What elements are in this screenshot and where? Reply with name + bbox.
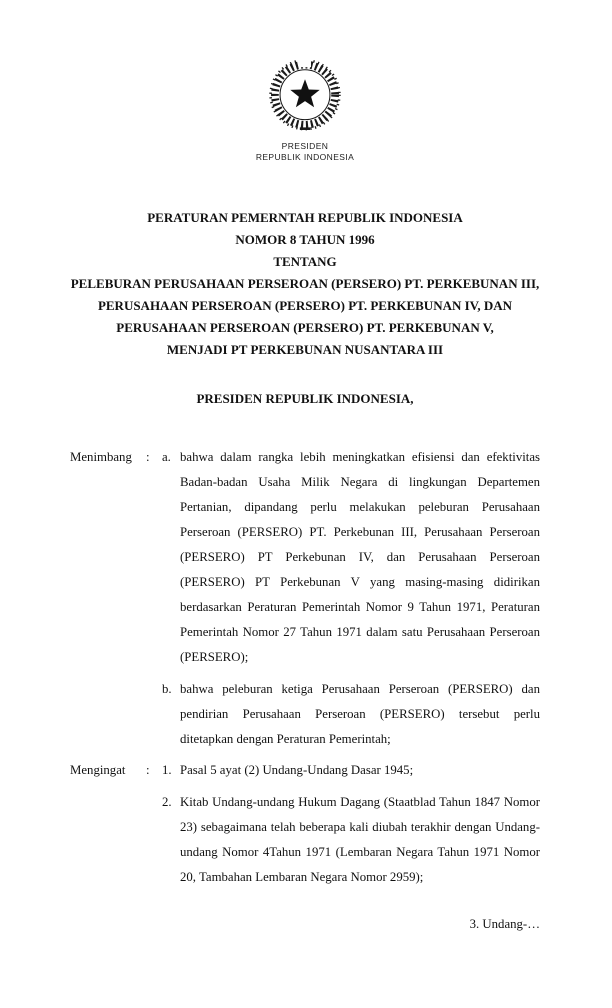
- emblem-caption-republik: REPUBLIK INDONESIA: [255, 152, 355, 162]
- clause-colon: :: [146, 450, 150, 464]
- item-marker: a.: [162, 450, 171, 464]
- presidential-emblem-icon: [261, 50, 349, 141]
- title-line-6: PERUSAHAAN PERSEROAN (PERSERO) PT. PERKEBUNAN V,: [116, 320, 494, 335]
- emblem-block: [70, 50, 540, 163]
- clause-mengingat: [70, 758, 540, 890]
- page-catchword: 3. Undang-…: [469, 917, 540, 931]
- clause-colon: :: [146, 763, 150, 777]
- clause-menimbang: [70, 445, 540, 752]
- clause-items: [162, 445, 540, 752]
- item-text: Pasal 5 ayat (2) Undang-Undang Dasar 1945;: [180, 763, 414, 777]
- item-marker: b.: [162, 682, 172, 696]
- title-line-2: NOMOR 8 TAHUN 1996: [235, 232, 375, 247]
- list-item: [162, 677, 540, 752]
- emblem-caption-presiden: PRESIDEN: [281, 141, 329, 151]
- item-text: bahwa peleburan ketiga Perusahaan Perseroan (PERSERO) dan pendirian Perusahaan Perseroan (PERSERO) tersebut perlu ditetapkan dengan Peraturan Pemerintah;: [180, 682, 540, 746]
- list-item: [162, 790, 540, 890]
- title-line-3: TENTANG: [273, 254, 337, 269]
- list-item: [162, 758, 540, 783]
- title-line-4: PELEBURAN PERUSAHAAN PERSEROAN (PERSERO) PT. PERKEBUNAN III,: [70, 276, 540, 291]
- item-marker: 1.: [162, 763, 172, 777]
- item-text: Kitab Undang-undang Hukum Dagang (Staatblad Tahun 1847 Nomor 23) sebagaimana telah beberapa kali diubah terakhir dengan Undang-undang Nomor 4Tahun 1971 (Lembaran Negara Tahun 1971 Nomor 20, Tambahan Lembaran Negara Nomor 2959);: [180, 795, 540, 884]
- item-text: bahwa dalam rangka lebih meningkatkan efisiensi dan efektivitas Badan-badan Usaha Milik Negara di lingkungan Departemen Pertanian, dipandang perlu melakukan peleburan Perusahaan Perseroan (PERSERO) PT. Perkebunan III, Perusahaan Perseroan (PERSERO) PT Perkebunan IV, dan Perusahaan Perseroan (PERSERO) PT Perkebunan V yang masing-masing didirikan berdasarkan Peraturan Pemerintah Nomor 9 Tahun 1971, Peraturan Pemerintah Nomor 27 Tahun 1971 dalam satu Perusahaan Perseroan (PERSERO);: [180, 450, 540, 664]
- title-line-7: MENJADI PT PERKEBUNAN NUSANTARA III: [166, 342, 444, 357]
- title-line-1: PERATURAN PEMERNTAH REPUBLIK INDONESIA: [147, 210, 463, 225]
- salutation: PRESIDEN REPUBLIK INDONESIA,: [196, 391, 414, 406]
- title-line-5: PERUSAHAAN PERSEROAN (PERSERO) PT. PERKEBUNAN IV, DAN: [97, 298, 513, 313]
- clause-label: Menimbang: [70, 450, 132, 464]
- document-body: [70, 445, 540, 890]
- list-item: [162, 445, 540, 670]
- item-marker: 2.: [162, 795, 172, 809]
- title-block: [70, 207, 540, 361]
- clause-items: [162, 758, 540, 890]
- clause-label: Mengingat: [70, 763, 126, 777]
